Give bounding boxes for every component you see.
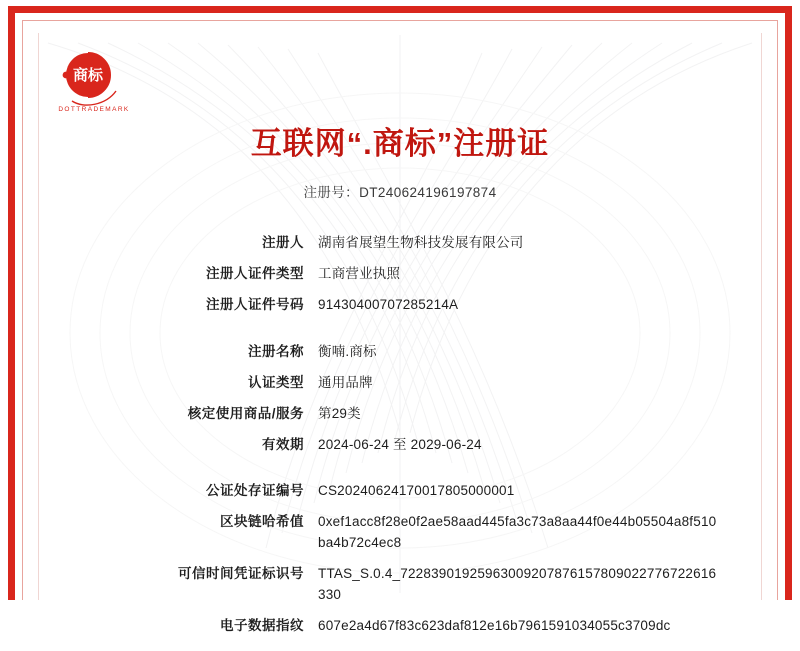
field-label: 注册名称: [248, 343, 304, 359]
field-label: 注册人证件类型: [206, 265, 304, 281]
field-value: 第29类: [318, 405, 361, 421]
field-label: 可信时间凭证标识号: [178, 566, 304, 582]
field-value: 91430400707285214A: [318, 296, 459, 312]
field-value: 2024-06-24 至 2029-06-24: [318, 436, 482, 452]
field-row: [38, 481, 762, 502]
field-row: [38, 264, 762, 285]
field-list: [38, 233, 762, 651]
field-row: [38, 564, 762, 606]
field-label: 区块链哈希值: [220, 514, 304, 530]
field-group-registrant: [38, 233, 762, 316]
page-title: 互联网“.商标”注册证: [250, 126, 550, 161]
field-value: 通用品牌: [318, 374, 373, 390]
field-group-evidence: [38, 481, 762, 637]
registration-number: 注册号：DT240624196197874: [303, 184, 497, 200]
field-row: [38, 233, 762, 254]
field-value: TTAS_S.0.4_72283901925963009207876157809022776722616330: [318, 566, 717, 603]
field-row: [38, 404, 762, 425]
trademark-logo: [54, 45, 128, 119]
field-label: 认证类型: [248, 374, 304, 390]
section-divider-space: [38, 330, 762, 342]
field-row: [38, 435, 762, 456]
field-label: 注册人证件号码: [206, 296, 304, 312]
section-divider-space: [38, 469, 762, 481]
field-value: CS20240624170017805000001: [318, 483, 515, 499]
field-label: 公证处存证编号: [206, 483, 304, 499]
field-row: [38, 373, 762, 394]
field-label: 核定使用商品/服务: [187, 405, 304, 421]
svg-text:DOTTRADEMARK: DOTTRADEMARK: [58, 106, 130, 113]
svg-text:商标: 商标: [72, 67, 104, 84]
field-value: 湖南省展望生物科技发展有限公司: [318, 235, 524, 250]
certificate-paper: [38, 33, 762, 634]
field-label: 电子数据指纹: [220, 618, 304, 634]
field-row: [38, 616, 762, 637]
field-value: 0xef1acc8f28e0f2ae58aad445fa3c73a8aa44f0e44b05504a8f510ba4b72c4ec8: [318, 514, 717, 551]
field-label: 有效期: [262, 436, 304, 452]
field-row: [38, 295, 762, 316]
field-row: [38, 512, 762, 554]
field-row: [38, 342, 762, 363]
field-value: 衡喃.商标: [318, 343, 377, 359]
field-value: 工商营业执照: [318, 265, 401, 281]
field-label: 注册人: [262, 235, 304, 250]
title-block: [38, 125, 762, 201]
field-value: 607e2a4d67f83c623daf812e16b7961591034055c3709dc: [318, 618, 671, 634]
field-group-mark: [38, 342, 762, 456]
